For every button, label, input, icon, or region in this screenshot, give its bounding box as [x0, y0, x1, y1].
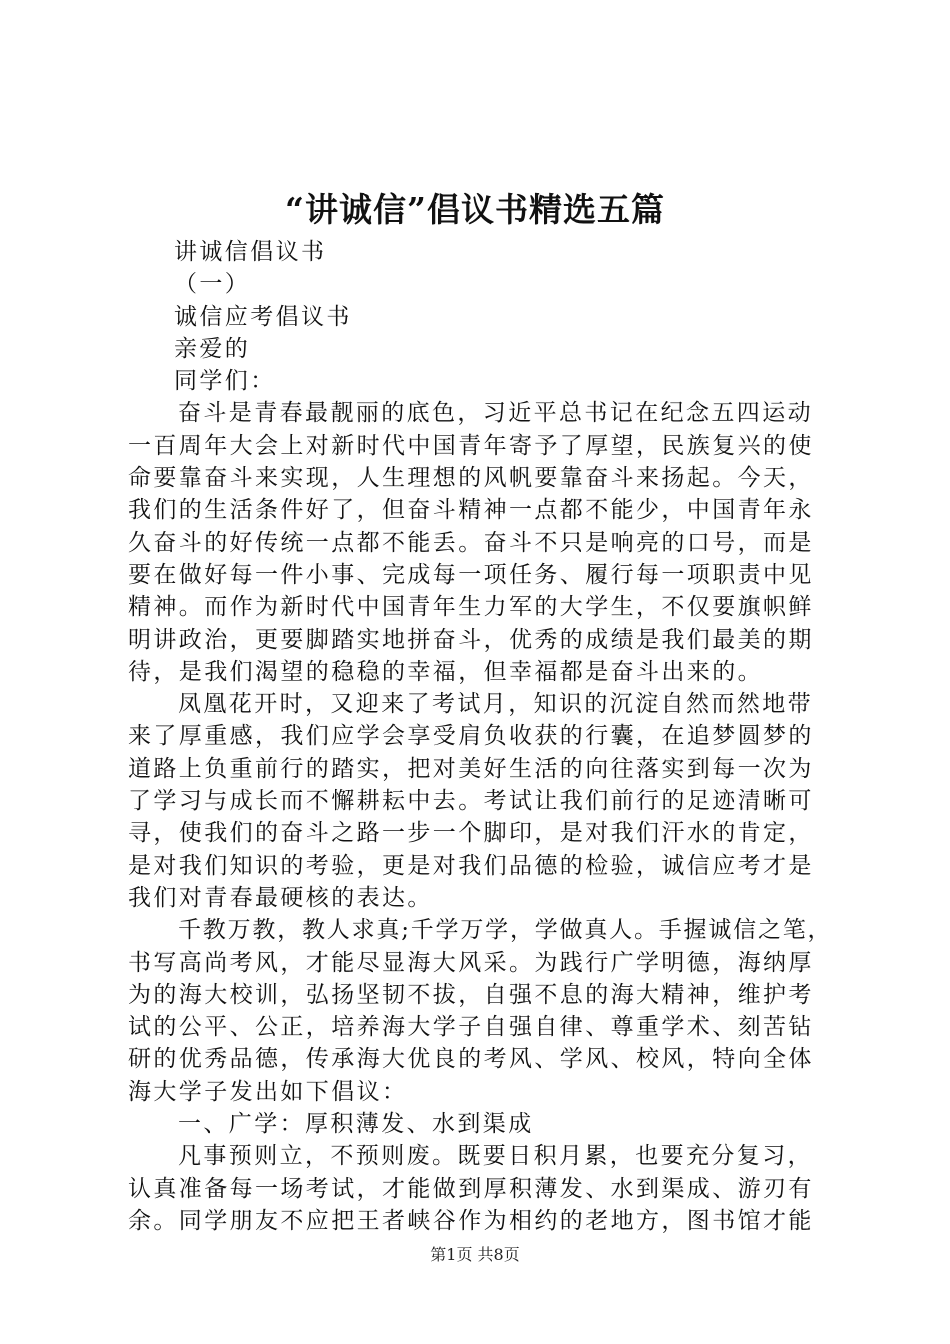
text-line: 奋斗是青春最靓丽的底色，习近平总书记在纪念五四运动	[178, 400, 813, 427]
text-line: 诚信应考倡议书	[174, 303, 352, 330]
text-line: 亲爱的	[174, 335, 251, 362]
text-line: 命要靠奋斗来实现，人生理想的风帆要靠奋斗来扬起。今天，	[128, 465, 814, 492]
page-number-footer: 第1页 共8页	[430, 1245, 520, 1264]
text-line: 讲诚信倡议书	[174, 239, 327, 265]
text-line: 为的海大校训，弘扬坚韧不拔，自强不息的海大精神，维护考	[128, 981, 814, 1008]
text-line: 精神。而作为新时代中国青年生力军的大学生，不仅要旗帜鲜	[128, 594, 814, 621]
text-line: 了学习与成长而不懈耕耘中去。考试让我们前行的足迹清晰可	[128, 788, 814, 815]
text-line: 同学们：	[174, 368, 276, 395]
text-line: 久奋斗的好传统一点都不能丢。奋斗不只是响亮的口号，而是	[128, 529, 814, 556]
text-line: 凡事预则立，不预则废。既要日积月累，也要充分复习，	[178, 1143, 813, 1170]
text-line: （一）	[174, 271, 251, 298]
text-line: 我们对青春最硬核的表达。	[128, 884, 433, 911]
text-line: 一、广学：厚积薄发、水到渠成	[178, 1111, 534, 1138]
text-line: 待，是我们渴望的稳稳的幸福，但幸福都是奋斗出来的。	[128, 658, 763, 685]
text-line: 海大学子发出如下倡议：	[128, 1078, 408, 1105]
text-line: 寻，使我们的奋斗之路一步一个脚印，是对我们汗水的肯定，	[128, 820, 814, 847]
text-line: 来了厚重感，我们应学会享受肩负收获的行囊，在追梦圆梦的	[128, 723, 814, 750]
text-line: 认真准备每一场考试，才能做到厚积薄发、水到渠成、游刃有	[128, 1175, 814, 1202]
text-line: 研的优秀品德，传承海大优良的考风、学风、校风，特向全体	[128, 1046, 814, 1073]
document-body	[128, 236, 832, 1237]
text-line: 余。同学朋友不应把王者峡谷作为相约的老地方，图书馆才能	[128, 1207, 814, 1234]
text-line: 要在做好每一件小事、完成每一项任务、履行每一项职责中见	[128, 561, 814, 588]
text-line: 道路上负重前行的踏实，把对美好生活的向往落实到每一次为	[128, 755, 814, 782]
document-title: “讲诚信”倡议书精选五篇	[285, 190, 665, 229]
text-line: 我们的生活条件好了，但奋斗精神一点都不能少，中国青年永	[128, 497, 814, 524]
text-line: 一百周年大会上对新时代中国青年寄予了厚望，民族复兴的使	[128, 432, 814, 459]
text-line: 千教万教，教人求真;千学万学，学做真人。手握诚信之笔，	[178, 917, 833, 944]
text-line: 是对我们知识的考验，更是对我们品德的检验，诚信应考才是	[128, 852, 814, 879]
text-line: 试的公平、公正，培养海大学子自强自律、尊重学术、刻苦钻	[128, 1014, 814, 1041]
text-line: 明讲政治，更要脚踏实地拼奋斗，优秀的成绩是我们最美的期	[128, 626, 814, 653]
text-line: 凤凰花开时，又迎来了考试月，知识的沉淀自然而然地带	[178, 691, 813, 718]
text-line: 书写高尚考风，才能尽显海大风采。为践行广学明德，海纳厚	[128, 949, 814, 976]
